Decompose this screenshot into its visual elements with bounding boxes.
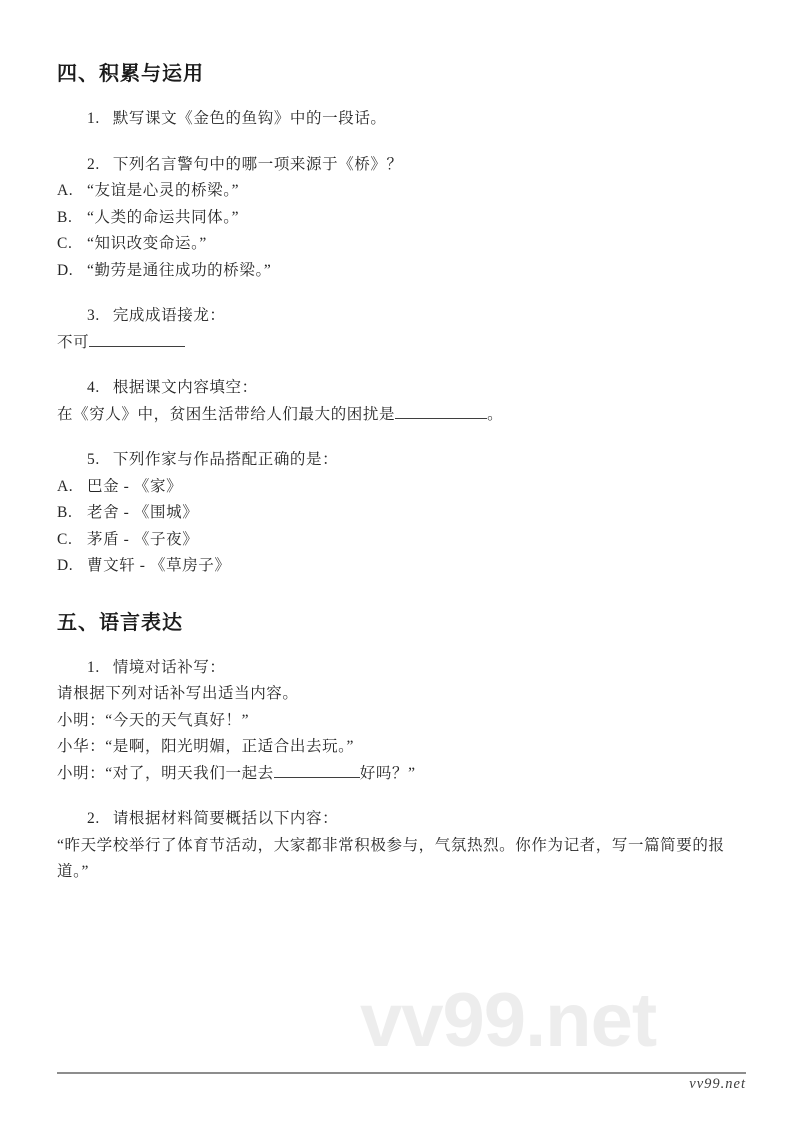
option-label: B. — [57, 504, 73, 521]
answer-blank — [274, 762, 360, 778]
question-text: 情境对话补写： — [112, 658, 226, 676]
question-4-5 — [57, 447, 745, 474]
section-4-heading: 四、积累与运用 — [57, 63, 204, 85]
fill-in-line — [57, 402, 745, 429]
option-a — [57, 178, 745, 205]
blank-prefix: 小明：“对了，明天我们一起去 — [57, 764, 274, 782]
blank-prefix: 在《穷人》中，贫困生活带给人们最大的困扰是 — [57, 405, 396, 423]
option-d — [57, 553, 745, 580]
blank-suffix: 好吗？” — [359, 764, 416, 782]
option-c — [57, 231, 745, 258]
question-5-1 — [57, 655, 745, 682]
option-label: D. — [57, 557, 74, 574]
dialogue-line-with-blank — [57, 761, 745, 788]
question-number: 2. — [87, 155, 100, 173]
footer-site-label: vv99.net — [689, 1076, 746, 1092]
footer-divider — [57, 1072, 746, 1074]
option-b — [57, 500, 745, 527]
option-text: 巴金 - 《家》 — [87, 477, 183, 495]
answer-blank — [395, 403, 487, 419]
option-text: “勤劳是通往成功的桥梁。” — [87, 261, 272, 279]
question-text: 完成成语接龙： — [112, 307, 226, 324]
question-text: 请根据材料简要概括以下内容： — [112, 810, 339, 827]
option-text: 曹文轩 - 《草房子》 — [87, 557, 231, 574]
question-text: 根据课文内容填空： — [112, 379, 258, 396]
question-4-2 — [57, 152, 745, 179]
option-label: D. — [57, 261, 74, 279]
question-number: 3. — [87, 307, 100, 324]
material-text: 道。” — [57, 863, 89, 880]
question-number: 1. — [87, 658, 100, 676]
dialogue-line: 小华：“是啊，阳光明媚，正适合出去玩。” — [57, 738, 355, 755]
question-text: 默写课文《金色的鱼钩》中的一段话。 — [112, 110, 387, 127]
option-text: 茅盾 - 《子夜》 — [87, 530, 199, 548]
option-b — [57, 205, 745, 232]
site-watermark: vv99.net — [360, 978, 657, 1063]
dialogue-line: 小明：“今天的天气真好！” — [57, 711, 250, 729]
answer-blank — [89, 331, 185, 347]
question-number: 2. — [87, 810, 100, 827]
question-4-4 — [57, 375, 745, 402]
question-number: 4. — [87, 379, 100, 396]
question-4-1 — [57, 106, 745, 133]
option-d — [57, 258, 745, 285]
question-number: 1. — [87, 110, 100, 127]
option-text: “人类的命运共同体。” — [87, 208, 240, 226]
option-label: C. — [57, 235, 73, 252]
blank-suffix: 。 — [487, 405, 504, 423]
option-text: “友谊是心灵的桥梁。” — [87, 182, 240, 199]
question-5-2 — [57, 806, 745, 833]
question-text: 下列名言警句中的哪一项来源于《桥》？ — [112, 155, 403, 173]
blank-prefix: 不可 — [57, 333, 90, 351]
question-text: 下列作家与作品搭配正确的是： — [112, 451, 339, 468]
question-number: 5. — [87, 451, 100, 468]
option-a — [57, 474, 745, 501]
option-label: C. — [57, 530, 73, 548]
option-text: “知识改变命运。” — [87, 235, 207, 252]
section-5-heading: 五、语言表达 — [57, 611, 183, 634]
option-label: A. — [57, 182, 74, 199]
option-label: A. — [57, 477, 74, 495]
fill-in-line — [57, 330, 745, 357]
instruction-line: 请根据下列对话补写出适当内容。 — [57, 685, 299, 702]
option-text: 老舍 - 《围城》 — [87, 504, 199, 521]
material-text: “昨天学校举行了体育节活动，大家都非常积极参与，气氛热烈。你作为记者，写一篇简要的报 — [57, 836, 725, 854]
question-4-3 — [57, 303, 745, 330]
option-c — [57, 527, 745, 554]
option-label: B. — [57, 208, 73, 226]
